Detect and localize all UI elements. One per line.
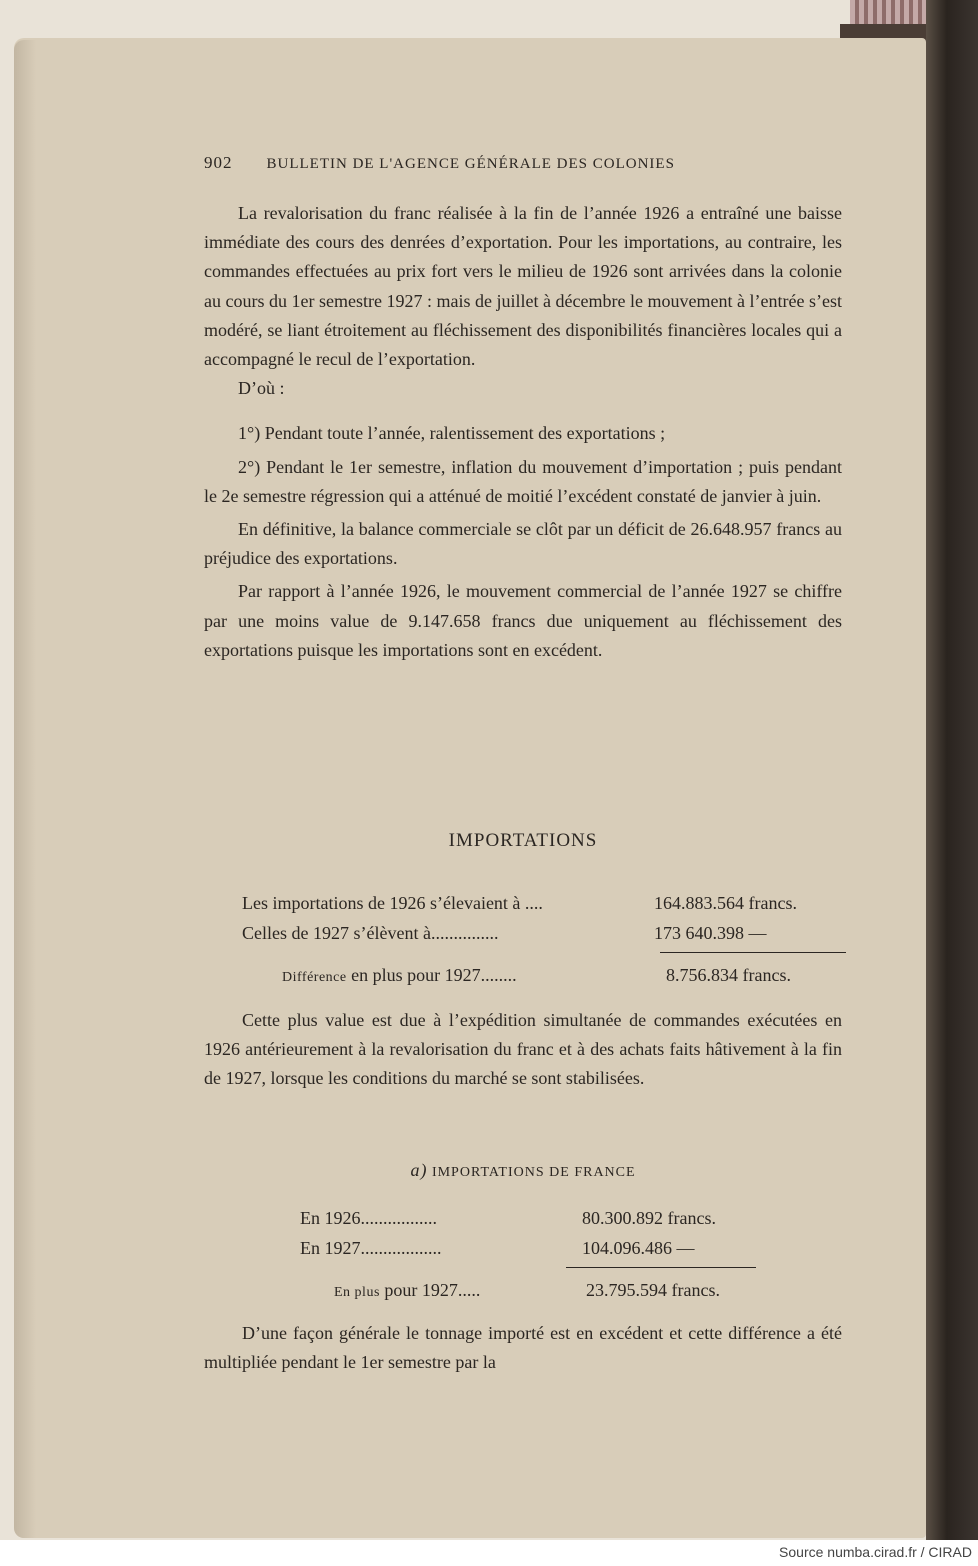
sum-rule [566,1267,756,1268]
paragraph-revalorisation: La revalorisation du franc réalisée à la fin de l’année 1926 a entraîné une baisse immédiate des cours des denrées d’exportation. Pour les importations, au contraire, les commandes effectuées au prix fort vers le milieu de 1926 sont arrivées dans la colonie au cours du 1er semestre 1927 : mais de juillet à décembre le mouvement à l’entrée s’est modéré, se liant étroitement au fléchissement des disponibilités financières locales qui a accompagné le recul de l’exportation. [204,203,842,370]
paragraph-balance: En définitive, la balance commerciale se clôt par un déficit de 26.648.957 francs au préjudice des exportations. [204,519,842,569]
row-value: 23.795.594 francs. [586,1280,720,1300]
paragraph-dou: D’où : [238,378,285,399]
row-label: En 1927.................. [300,1238,442,1258]
table-row [300,1204,840,1234]
paragraph-tonnage: D’une façon générale le tonnage importé est en excédent et cette différence a été multipliée pendant le 1er semestre par la [204,1323,842,1373]
importations-paragraph [204,1006,842,1094]
subsection-label: IMPORTATIONS DE FRANCE [427,1165,636,1180]
row-value: 80.300.892 francs. [582,1208,716,1228]
table-row [242,889,842,919]
row-label [334,1276,480,1307]
importations-table [242,889,842,991]
subsection-title [204,1156,842,1187]
row-label: Les importations de 1926 s’élevaient à .... [242,893,543,913]
running-header [204,148,844,179]
small-caps-label: En plus [334,1285,380,1300]
row-value: 173 640.398 — [654,923,767,943]
paragraph-comparison: Par rapport à l’année 1926, le mouvement commercial de l’année 1927 se chiffre par une moins value de 9.147.658 francs due uniquement au fléchissement des exportations puisque les importations sont en excédent. [204,581,842,660]
closing-paragraph [204,1319,842,1377]
label-rest: en plus pour 1927........ [346,965,517,985]
book-spine [926,0,978,1540]
table-row [242,919,842,949]
row-value: 104.096.486 — [582,1238,695,1258]
source-caption: Source numba.cirad.fr / CIRAD [779,1544,972,1560]
row-value: 8.756.834 francs. [666,965,791,985]
page-edge [14,40,36,1538]
small-caps-label: Différence [282,970,347,985]
running-title: BULLETIN DE L'AGENCE GÉNÉRALE DES COLONIES [266,156,675,172]
paragraph-point-2: 2°) Pendant le 1er semestre, inflation du mouvement d’importation ; puis pendant le 2e semestre régression qui a atténué de moitié l’excédent constaté de janvier à juin. [204,456,842,506]
table-row [300,1234,840,1264]
row-label: En 1926................. [300,1208,437,1228]
table-row-difference [300,1276,840,1306]
importations-france-table [300,1204,840,1306]
row-label: Celles de 1927 s’élèvent à............... [242,923,499,943]
sum-rule [660,952,846,953]
row-value: 164.883.564 francs. [654,893,797,913]
paragraph-point-1: 1°) Pendant toute l’année, ralentissement des exportations ; [238,423,666,444]
body-text [204,199,842,665]
row-label [282,961,517,992]
label-rest: pour 1927..... [379,1280,481,1300]
page-number: 902 [204,153,233,172]
paragraph-plus-value: Cette plus value est due à l’expédition simultanée de commandes exécutées en 1926 antérieurement à la revalorisation du franc et à des achats faits hâtivement à la fin de 1927, lorsque les conditions du marché se sont stabilisées. [204,1010,842,1089]
subsection-letter: a) [410,1160,428,1180]
table-row-difference [242,961,842,991]
section-title-importations: IMPORTATIONS [448,830,598,851]
